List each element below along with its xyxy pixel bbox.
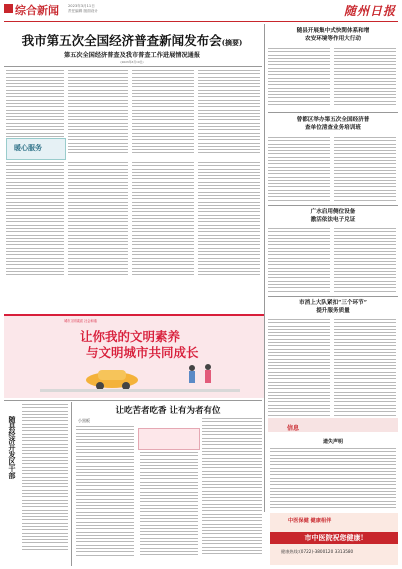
story1-title-line2: 农安环境等作用大行动: [305, 35, 361, 42]
story2-title-line1: 曾都区举办第五次全国经济普: [296, 117, 370, 123]
lead-headline-tag: (摘要): [221, 38, 243, 47]
lead-headline: [6, 31, 258, 49]
body-text-col3: [132, 70, 194, 156]
banner-line1: 让你我的文明素养: [80, 329, 181, 344]
hospital-ad-hotline: 健康热线:(0722)-3800120 3313580: [281, 549, 354, 554]
body-text-col2b: [68, 162, 128, 277]
bottom-box-label: 小黑板: [78, 418, 90, 423]
rule: [268, 112, 398, 113]
bottom-col2: [140, 452, 198, 558]
story4-col1: [268, 319, 330, 418]
hospital-ad-slogan: 中医保健 健康相伴: [288, 518, 332, 524]
bottom-col3: [202, 418, 262, 556]
bottom-col1: [76, 426, 134, 558]
story4-title-line2: 提升服务质量: [316, 307, 350, 314]
column-divider: [71, 402, 72, 566]
notice-title: 遗失声明: [322, 439, 343, 445]
story2-title-line2: 查单位清查业务培训班: [305, 124, 361, 131]
bottom-left-text: [22, 404, 68, 552]
story2-title: [268, 117, 398, 132]
section-title: 综合新闻: [15, 4, 59, 17]
bottom-headline: 让吃苦者吃香 让有为者有位: [115, 406, 221, 416]
story3-col2: [334, 228, 396, 294]
issue-date: 2023年3月11日: [68, 4, 95, 8]
masthead: 随州日报: [343, 4, 396, 18]
hospital-ad-title: 市中医院祝您健康!: [270, 532, 398, 544]
lead-subheadline: 第五次全国经济普查及我市普查工作进展情况通报: [63, 52, 201, 59]
story1-title-line1: 随县开展集中式快閑体系和增: [296, 28, 370, 34]
story1-col2: [334, 48, 396, 107]
header-bar: [4, 4, 398, 22]
story4-title-line1: 市消上大队紧扣“三个环节”: [299, 300, 367, 306]
story4-title: [268, 300, 398, 315]
section-marker: [4, 4, 13, 13]
rule: [4, 400, 262, 401]
story3-title-line2: 激活依法电子兑证: [310, 216, 356, 223]
side-box-title: 暖心服务: [14, 143, 42, 152]
quote-box: [138, 428, 200, 450]
issue-editors: 责任编辑 版面设计: [68, 8, 98, 13]
banner-line2: 与文明城市共同成长: [86, 345, 199, 360]
rule: [4, 66, 262, 67]
rule: [268, 296, 398, 297]
issue-info: [68, 4, 98, 13]
body-text-col2: [68, 70, 128, 156]
story3-title: [268, 209, 398, 224]
body-text-col4: [198, 70, 260, 156]
story2-col1: [268, 137, 330, 203]
story1-col1: [268, 48, 330, 107]
story2-col2: [334, 137, 396, 203]
rule: [268, 205, 398, 206]
lead-headline-text: 我市第五次全国经济普查新闻发布会: [21, 33, 222, 48]
lead-byline: (2023年3月10日): [120, 60, 144, 64]
body-text-col4b: [198, 162, 260, 277]
story3-col1: [268, 228, 330, 294]
banner-top-text: 城市文明素质 社会和谐: [64, 319, 97, 323]
bottom-vertical-title: 随县经济开发区干部: [8, 416, 17, 479]
story1-title: [268, 28, 398, 43]
banner-illustration: [40, 358, 240, 394]
story4-col2: [334, 319, 396, 418]
info-text: [270, 448, 396, 511]
info-title: 信息: [287, 425, 300, 432]
story3-title-line1: 广水启用侧位设备: [310, 209, 356, 215]
column-divider: [264, 24, 265, 512]
body-text-col3b: [132, 162, 194, 277]
body-text-col1b: [6, 162, 64, 277]
